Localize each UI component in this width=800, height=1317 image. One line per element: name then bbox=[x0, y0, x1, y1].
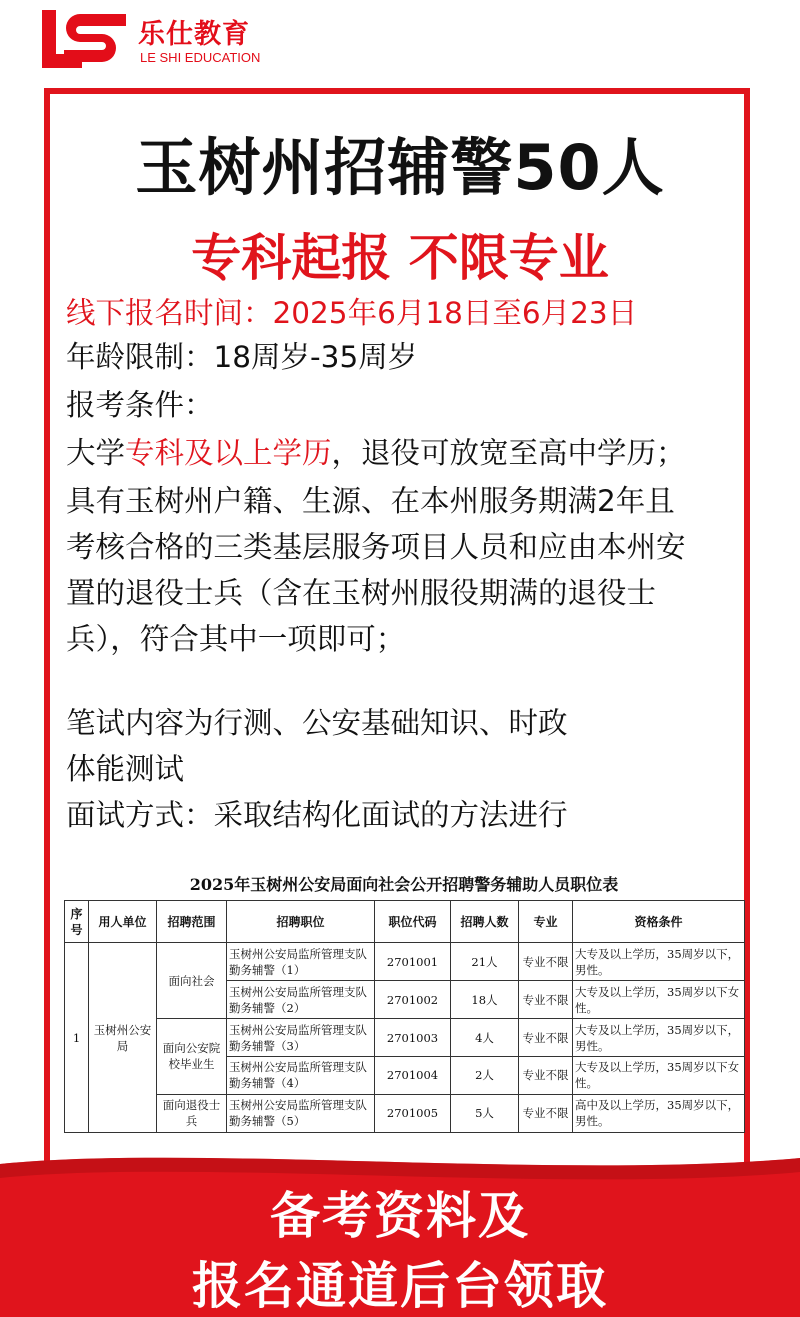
poster-subtitle: 专科起报 不限专业 bbox=[191, 229, 609, 287]
logo-mark-icon bbox=[40, 8, 130, 70]
signup-time: 线下报名时间：2025年6月18日至6月23日 bbox=[66, 296, 638, 330]
age-limit: 年龄限制：18周岁-35周岁 bbox=[66, 340, 418, 374]
condition-line-4: 置的退役士兵（含在玉树州服役期满的退役士 bbox=[66, 576, 657, 610]
cell-major: 专业不限 bbox=[519, 943, 573, 981]
condition-education-suffix: ，退役可放宽至高中学历； bbox=[331, 436, 686, 470]
cell-count: 21人 bbox=[451, 943, 519, 981]
conditions-label: 报考条件： bbox=[66, 388, 214, 422]
written-exam: 笔试内容为行测、公安基础知识、时政 bbox=[66, 706, 568, 740]
cell-scope: 面向社会 bbox=[157, 943, 227, 1019]
cell-qual: 大专及以上学历，35周岁以下，男性。 bbox=[573, 1019, 745, 1057]
cell-unit: 玉树州公安局 bbox=[89, 943, 157, 1133]
cell-qual: 高中及以上学历，35周岁以下，男性。 bbox=[573, 1094, 745, 1132]
banner-line-1: 备考资料及 bbox=[270, 1187, 530, 1245]
cell-major: 专业不限 bbox=[519, 1019, 573, 1057]
cell-qual: 大专及以上学历，35周岁以下女性。 bbox=[573, 981, 745, 1019]
cell-position: 玉树州公安局监所管理支队勤务辅警（3） bbox=[227, 1019, 375, 1057]
header-position: 招聘职位 bbox=[227, 901, 375, 943]
cell-major: 专业不限 bbox=[519, 1094, 573, 1132]
cell-qual: 大专及以上学历，35周岁以下女性。 bbox=[573, 1056, 745, 1094]
brand-name-cn: 乐仕教育 bbox=[138, 19, 250, 50]
physical-test: 体能测试 bbox=[66, 752, 185, 786]
cell-position: 玉树州公安局监所管理支队勤务辅警（5） bbox=[227, 1094, 375, 1132]
header-count: 招聘人数 bbox=[451, 901, 519, 943]
cell-major: 专业不限 bbox=[519, 1056, 573, 1094]
cell-code: 2701001 bbox=[375, 943, 451, 981]
cell-count: 18人 bbox=[451, 981, 519, 1019]
interview-method: 面试方式：采取结构化面试的方法进行 bbox=[66, 798, 568, 832]
condition-education-prefix: 大学 bbox=[66, 436, 126, 470]
cell-code: 2701003 bbox=[375, 1019, 451, 1057]
cell-code: 2701004 bbox=[375, 1056, 451, 1094]
cell-count: 5人 bbox=[451, 1094, 519, 1132]
header-qual: 资格条件 bbox=[573, 901, 745, 943]
cell-seq: 1 bbox=[65, 943, 89, 1133]
brand-logo bbox=[40, 8, 290, 70]
cell-code: 2701005 bbox=[375, 1094, 451, 1132]
cell-scope: 面向退役士兵 bbox=[157, 1094, 227, 1132]
cell-code: 2701002 bbox=[375, 981, 451, 1019]
header-code: 职位代码 bbox=[375, 901, 451, 943]
table-row bbox=[65, 1094, 745, 1132]
header-unit: 用人单位 bbox=[89, 901, 157, 943]
poster-title: 玉树州招辅警50人 bbox=[135, 131, 665, 204]
header-seq: 序号 bbox=[65, 901, 89, 943]
positions-table-wrap bbox=[64, 900, 744, 1133]
bottom-banner bbox=[0, 1150, 800, 1317]
condition-line-3: 考核合格的三类基层服务项目人员和应由本州安 bbox=[66, 530, 686, 564]
condition-education bbox=[66, 433, 686, 473]
cell-count: 4人 bbox=[451, 1019, 519, 1057]
positions-table bbox=[64, 900, 745, 1133]
cell-major: 专业不限 bbox=[519, 981, 573, 1019]
cell-position: 玉树州公安局监所管理支队勤务辅警（4） bbox=[227, 1056, 375, 1094]
cell-position: 玉树州公安局监所管理支队勤务辅警（1） bbox=[227, 943, 375, 981]
header-scope: 招聘范围 bbox=[157, 901, 227, 943]
brand-name-en: LE SHI EDUCATION bbox=[140, 50, 261, 65]
cell-count: 2人 bbox=[451, 1056, 519, 1094]
condition-education-highlight: 专科及以上学历 bbox=[125, 436, 332, 470]
table-row bbox=[65, 1019, 745, 1057]
condition-line-2: 具有玉树州户籍、生源、在本州服务期满2年且 bbox=[66, 484, 675, 518]
cell-qual: 大专及以上学历，35周岁以下，男性。 bbox=[573, 943, 745, 981]
table-title: 2025年玉树州公安局面向社会公开招聘警务辅助人员职位表 bbox=[189, 875, 619, 894]
table-header-row bbox=[65, 901, 745, 943]
banner-line-2: 报名通道后台领取 bbox=[192, 1257, 608, 1315]
table-row bbox=[65, 943, 745, 981]
cell-position: 玉树州公安局监所管理支队勤务辅警（2） bbox=[227, 981, 375, 1019]
condition-line-5: 兵），符合其中一项即可； bbox=[66, 622, 406, 656]
header-major: 专业 bbox=[519, 901, 573, 943]
cell-scope: 面向公安院校毕业生 bbox=[157, 1019, 227, 1095]
